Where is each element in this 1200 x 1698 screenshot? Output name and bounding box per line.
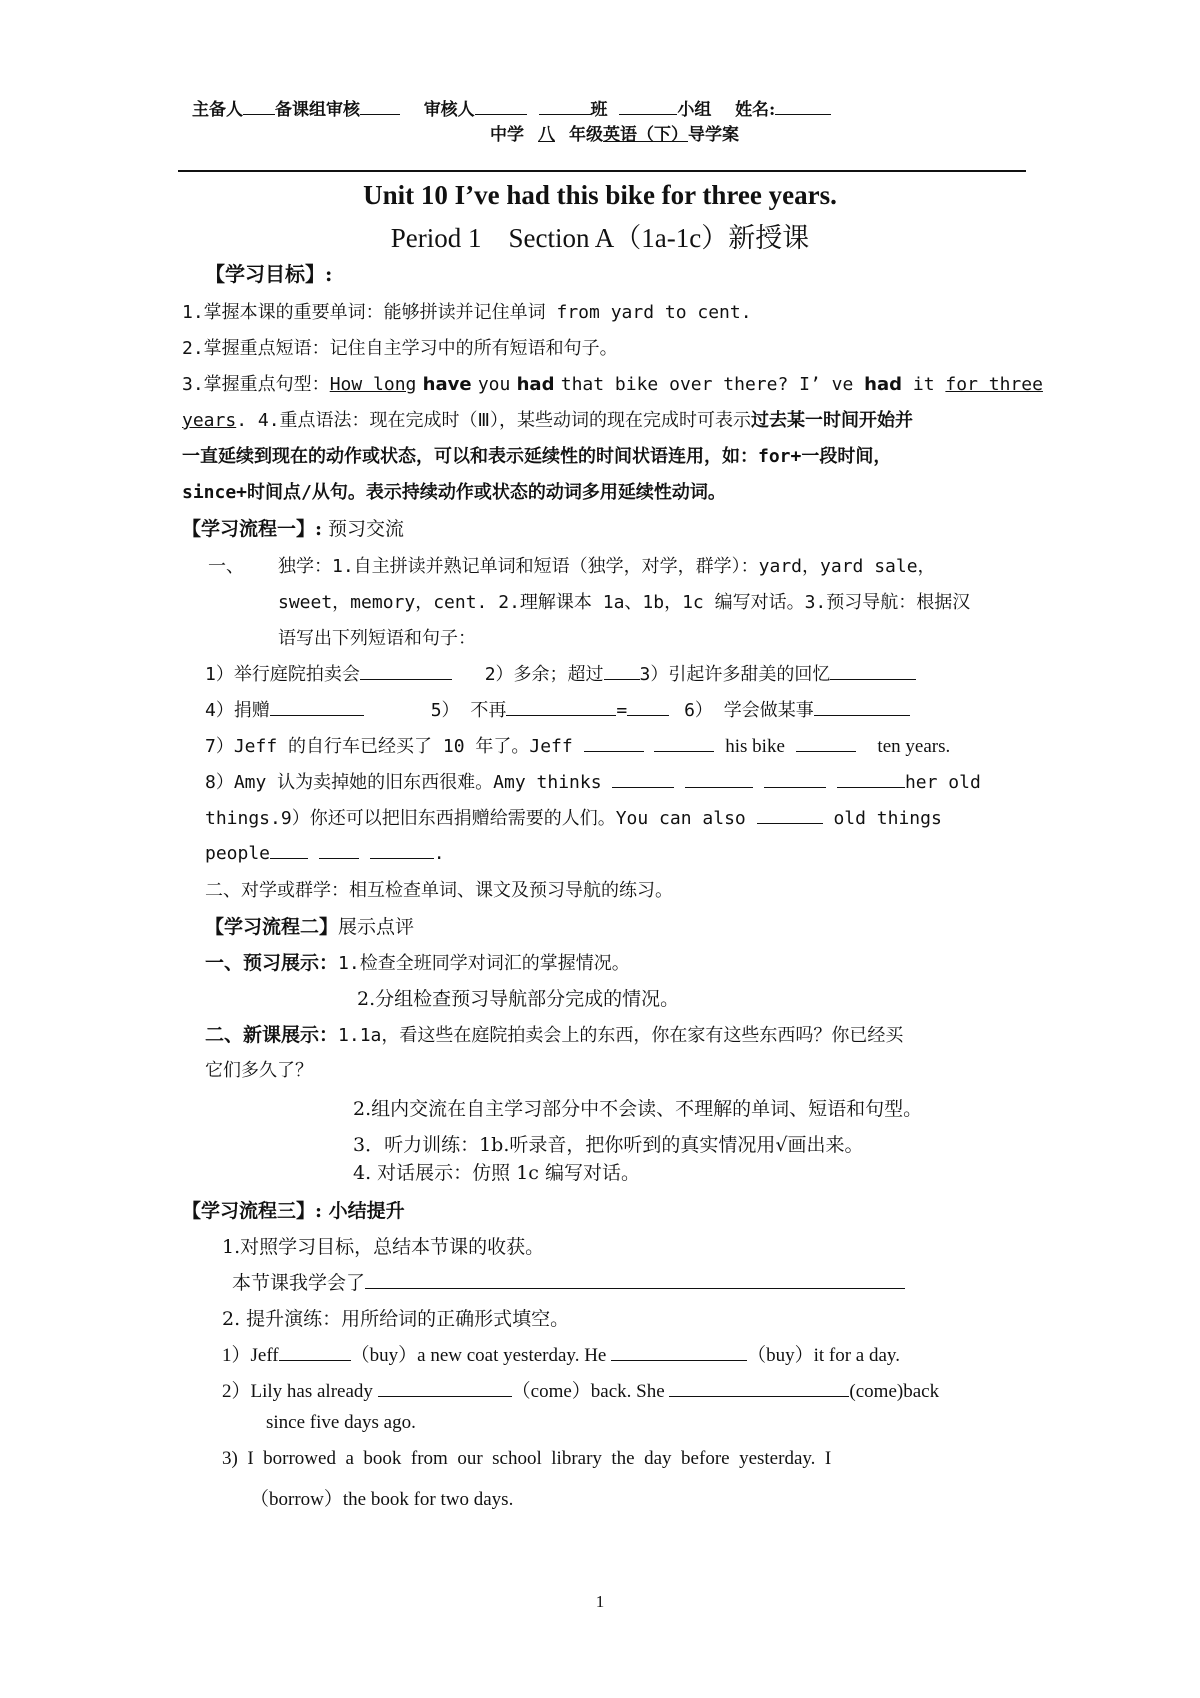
header-line-1 — [192, 95, 831, 120]
summary-learned-label: 本节课我学会了 — [232, 1272, 366, 1294]
summary-1: 1.对照学习目标，总结本节课的收获。 — [222, 1236, 545, 1258]
question-9-text: old things — [833, 808, 942, 829]
question-9-cont — [205, 840, 445, 864]
header-nianji: 年级 — [569, 125, 603, 145]
objective-line-7: since+时间点/从句。表示持续动作或状态的动词多用延续性动词。 — [182, 482, 726, 503]
header-line-2 — [490, 120, 739, 145]
answer-blank[interactable] — [669, 1378, 849, 1397]
flow1-num: 一、 — [208, 556, 244, 577]
flow2-heading — [205, 912, 414, 939]
exercise-1 — [222, 1340, 900, 1367]
answer-blank[interactable] — [627, 697, 669, 716]
exercise-3-cont: （borrow）the book for two days. — [250, 1489, 514, 1510]
header-zhubeiren: 主备人 — [192, 100, 243, 120]
objectives-heading: 【学习目标】: — [205, 262, 333, 286]
exercise-2-text: (come)back — [849, 1381, 940, 1402]
equals-sign: = — [616, 700, 628, 721]
blank[interactable] — [539, 96, 591, 115]
question-3: 3）引起许多甜美的回忆 — [639, 664, 831, 685]
question-8-text: her old — [904, 772, 981, 793]
objective-3-text: have — [416, 374, 478, 395]
flow2-yuxi — [205, 948, 630, 975]
objective-3-text: How long — [329, 374, 417, 395]
answer-blank[interactable] — [365, 1270, 905, 1289]
flow2-heading-text: 展示点评 — [338, 916, 415, 938]
question-8-text: 8）Amy 认为卖掉她的旧东西很难。Amy thinks — [205, 772, 602, 793]
answer-blank[interactable] — [279, 1342, 351, 1361]
objective-4-text: . 4.重点语法：现在完成时（Ⅲ），某些动词的现在完成时可表示 — [236, 410, 751, 431]
objective-3-text: that bike over there? I’ ve — [560, 374, 865, 395]
question-7-text: his bike — [725, 736, 785, 757]
answer-blank[interactable] — [270, 840, 308, 859]
exercise-2-text: 2）Lily has already — [222, 1381, 373, 1402]
blank[interactable] — [619, 96, 677, 115]
header-ban: 班 — [590, 100, 608, 120]
question-1: 1）举行庭院拍卖会 — [205, 664, 360, 685]
answer-blank[interactable] — [604, 661, 640, 680]
page-subtitle: Period 1 Section A（1a-1c）新授课 — [390, 223, 810, 253]
summary-learned — [232, 1268, 905, 1295]
flow1-heading-label: 【学习流程一】: — [182, 518, 323, 540]
answer-blank[interactable] — [814, 697, 910, 716]
answer-blank[interactable] — [611, 1342, 747, 1361]
flow1-heading — [182, 514, 404, 541]
objective-3 — [182, 370, 1043, 396]
objective-line-6: 一直延续到现在的动作或状态，可以和表示延续性的时间状语连用，如：for+一段时间， — [182, 446, 892, 467]
xinke-3: 3．听力训练：1b.听录音，把你听到的真实情况用√画出来。 — [353, 1134, 864, 1156]
objective-1: 1.掌握本课的重要单词：能够拼读并记住单词 from yard to cent. — [182, 302, 752, 323]
flow2-heading-label: 【学习流程二】 — [205, 916, 339, 938]
objective-3-text: had — [510, 374, 561, 395]
exercise-2-cont: since five days ago. — [266, 1412, 416, 1433]
answer-blank[interactable] — [319, 840, 359, 859]
question-9 — [205, 804, 942, 830]
answer-blank[interactable] — [764, 769, 826, 788]
flow1-text-3: 语写出下列短语和句子： — [278, 628, 476, 649]
header-xingming: 姓名: — [735, 100, 776, 120]
question-row-1 — [205, 660, 916, 686]
objective-3-text: had — [864, 374, 903, 395]
objective-3-text: for three — [945, 374, 1043, 395]
question-4: 4）捐赠 — [205, 700, 270, 721]
exercise-1-text: （buy）it for a day. — [747, 1345, 900, 1366]
flow1-two: 二、对学或群学：相互检查单词、课文及预习导航的练习。 — [205, 880, 673, 901]
xinke-1b: 它们多久了？ — [205, 1060, 313, 1081]
question-row-2 — [205, 696, 910, 722]
xinke-1: 1.1a，看这些在庭院拍卖会上的东西，你在家有这些东西吗？你已经买 — [338, 1025, 904, 1046]
answer-blank[interactable] — [654, 733, 714, 752]
exercise-1-text: 1）Jeff — [222, 1345, 279, 1366]
xinke-4: 4. 对话展示：仿照 1c 编写对话。 — [353, 1162, 640, 1184]
xinke-label: 二、新课展示： — [205, 1024, 339, 1046]
answer-blank[interactable] — [830, 661, 916, 680]
header-beikezu: 备课组审核 — [275, 100, 360, 120]
page-title: Unit 10 I’ve had this bike for three years. — [363, 180, 837, 210]
question-9-text: people — [205, 843, 271, 864]
header-zhongxue: 中学 — [490, 125, 524, 145]
header-daoxuean: 导学案 — [688, 125, 739, 145]
yuxi-2: 2.分组检查预习导航部分完成的情况。 — [357, 988, 680, 1010]
question-7 — [205, 732, 950, 758]
header-grade: 八 — [538, 125, 555, 145]
exercise-2 — [222, 1376, 939, 1403]
answer-blank[interactable] — [837, 769, 905, 788]
question-8 — [205, 768, 981, 794]
objective-3-text: you — [477, 374, 511, 395]
page-number: 1 — [595, 1592, 605, 1611]
header-subject: 英语（下） — [603, 125, 688, 145]
yuxi-1: 1.检查全班同学对词汇的掌握情况。 — [338, 953, 630, 974]
question-6: 6） 学会做某事 — [684, 700, 814, 721]
question-9-text: . — [433, 843, 445, 864]
exercise-3: 3) I borrowed a book from our school library the day before yesterday. I — [222, 1448, 832, 1469]
header-shenheren: 审核人 — [423, 100, 475, 120]
blank[interactable] — [360, 96, 400, 115]
flow3-heading-text: : 小结提升 — [315, 1200, 405, 1222]
objective-4-text: 过去某一时间开始并 — [750, 410, 913, 431]
answer-blank[interactable] — [378, 1378, 512, 1397]
objective-4 — [182, 406, 913, 432]
blank[interactable] — [243, 96, 275, 115]
flow3-heading — [182, 1196, 405, 1223]
objective-3-text: it — [902, 374, 946, 395]
question-9-text: things.9）你还可以把旧东西捐赠给需要的人们。You can also — [205, 808, 746, 829]
flow2-xinke — [205, 1020, 903, 1047]
flow1-text-2: sweet，memory，cent. 2.理解课本 1a、1b，1c 编写对话。3.预习导航：根据汉 — [278, 592, 971, 613]
answer-blank[interactable] — [584, 733, 644, 752]
exercise-1-text: （buy）a new coat yesterday. He — [350, 1345, 607, 1366]
answer-blank[interactable] — [506, 697, 616, 716]
question-7-text: 7）Jeff 的自行车已经买了 10 年了。Jeff — [205, 736, 573, 757]
blank[interactable] — [775, 96, 831, 115]
header-divider — [178, 170, 1026, 172]
blank[interactable] — [475, 96, 527, 115]
xinke-2: 2.组内交流在自主学习部分中不会读、不理解的单词、短语和句型。 — [353, 1098, 923, 1120]
flow3-heading-label: 【学习流程三】 — [182, 1200, 316, 1222]
yuxi-label: 一、预习展示： — [205, 952, 339, 974]
answer-blank[interactable] — [685, 769, 753, 788]
summary-2: 2. 提升演练：用所给词的正确形式填空。 — [222, 1308, 570, 1330]
objective-2: 2.掌握重点短语：记住自主学习中的所有短语和句子。 — [182, 338, 618, 359]
answer-blank[interactable] — [757, 805, 823, 824]
answer-blank[interactable] — [360, 661, 452, 680]
question-5: 5） 不再 — [430, 700, 507, 721]
answer-blank[interactable] — [270, 697, 364, 716]
question-2: 2）多余；超过 — [484, 664, 604, 685]
question-7-text: ten years. — [877, 736, 951, 757]
answer-blank[interactable] — [796, 733, 856, 752]
objective-4-text: years — [182, 410, 237, 431]
flow1-text-1: 独学：1.自主拼读并熟记单词和短语（独学，对学，群学）：yard，yard sale， — [278, 556, 936, 577]
answer-blank[interactable] — [612, 769, 674, 788]
header-xiaozu: 小组 — [677, 100, 712, 120]
flow1-heading-text: 预习交流 — [322, 518, 405, 540]
answer-blank[interactable] — [370, 840, 434, 859]
exercise-2-text: （come）back. She — [511, 1381, 665, 1402]
objective-3-text: 3.掌握重点句型： — [182, 374, 330, 395]
